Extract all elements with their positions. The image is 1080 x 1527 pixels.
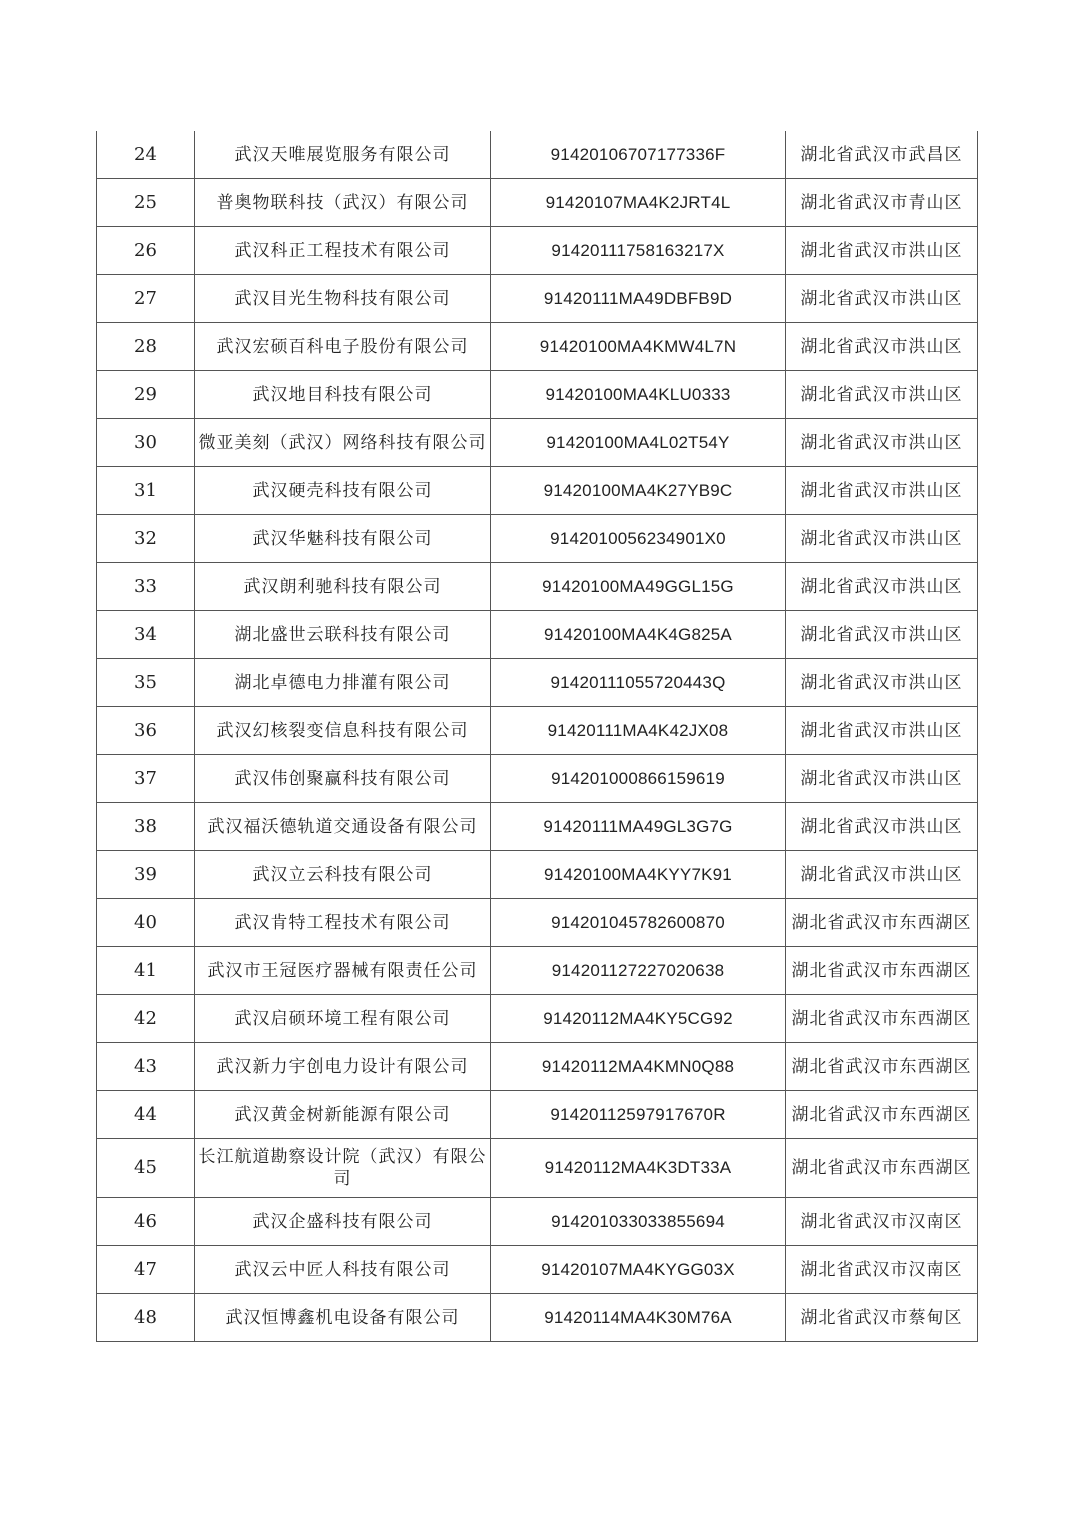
row-number-cell: 29 [97, 371, 195, 419]
region-cell: 湖北省武汉市洪山区 [786, 803, 978, 851]
region-cell: 湖北省武汉市洪山区 [786, 707, 978, 755]
credit-code-cell: 91420111MA49DBFB9D [491, 275, 786, 323]
row-number-cell: 36 [97, 707, 195, 755]
region-cell: 湖北省武汉市洪山区 [786, 227, 978, 275]
table-row [97, 899, 978, 947]
table-row [97, 227, 978, 275]
region-cell: 湖北省武汉市东西湖区 [786, 899, 978, 947]
credit-code-cell: 914201033033855694 [491, 1198, 786, 1246]
region-cell: 湖北省武汉市洪山区 [786, 419, 978, 467]
credit-code-cell: 91420114MA4K30M76A [491, 1294, 786, 1342]
company-name-cell: 湖北盛世云联科技有限公司 [195, 611, 491, 659]
row-number-cell: 39 [97, 851, 195, 899]
row-number-cell: 40 [97, 899, 195, 947]
credit-code-cell: 914201127227020638 [491, 947, 786, 995]
credit-code-cell: 91420112MA4K3DT33A [491, 1139, 786, 1198]
company-name-cell: 武汉宏硕百科电子股份有限公司 [195, 323, 491, 371]
table-row [97, 755, 978, 803]
company-name-cell: 武汉硬壳科技有限公司 [195, 467, 491, 515]
region-cell: 湖北省武汉市东西湖区 [786, 1043, 978, 1091]
row-number-cell: 34 [97, 611, 195, 659]
row-number-cell: 27 [97, 275, 195, 323]
company-name-cell: 武汉启硕环境工程有限公司 [195, 995, 491, 1043]
row-number-cell: 42 [97, 995, 195, 1043]
table-row [97, 659, 978, 707]
company-name-cell: 武汉朗利驰科技有限公司 [195, 563, 491, 611]
table-row [97, 1198, 978, 1246]
company-name-cell: 武汉肯特工程技术有限公司 [195, 899, 491, 947]
table-row [97, 995, 978, 1043]
company-list-body [97, 131, 978, 1342]
region-cell: 湖北省武汉市汉南区 [786, 1198, 978, 1246]
row-number-cell: 46 [97, 1198, 195, 1246]
table-row [97, 275, 978, 323]
company-name-cell: 武汉恒博鑫机电设备有限公司 [195, 1294, 491, 1342]
row-number-cell: 26 [97, 227, 195, 275]
row-number-cell: 43 [97, 1043, 195, 1091]
table-row [97, 1091, 978, 1139]
region-cell: 湖北省武汉市汉南区 [786, 1246, 978, 1294]
region-cell: 湖北省武汉市洪山区 [786, 611, 978, 659]
table-row [97, 419, 978, 467]
company-name-cell: 武汉目光生物科技有限公司 [195, 275, 491, 323]
credit-code-cell: 91420111MA49GL3G7G [491, 803, 786, 851]
credit-code-cell: 91420100MA4K27YB9C [491, 467, 786, 515]
credit-code-cell: 91420112MA4KMN0Q88 [491, 1043, 786, 1091]
row-number-cell: 31 [97, 467, 195, 515]
table-row [97, 947, 978, 995]
table-row [97, 851, 978, 899]
company-name-cell: 微亚美刻（武汉）网络科技有限公司 [195, 419, 491, 467]
row-number-cell: 37 [97, 755, 195, 803]
company-name-cell: 武汉地目科技有限公司 [195, 371, 491, 419]
table-row [97, 707, 978, 755]
row-number-cell: 41 [97, 947, 195, 995]
credit-code-cell: 91420100MA4L02T54Y [491, 419, 786, 467]
credit-code-cell: 91420111758163217X [491, 227, 786, 275]
region-cell: 湖北省武汉市东西湖区 [786, 1139, 978, 1198]
company-name-cell: 湖北卓德电力排灌有限公司 [195, 659, 491, 707]
company-name-cell: 武汉科正工程技术有限公司 [195, 227, 491, 275]
credit-code-cell: 91420100MA49GGL15G [491, 563, 786, 611]
company-name-cell: 武汉伟创聚赢科技有限公司 [195, 755, 491, 803]
table-row [97, 1294, 978, 1342]
row-number-cell: 38 [97, 803, 195, 851]
region-cell: 湖北省武汉市武昌区 [786, 131, 978, 179]
table-row [97, 371, 978, 419]
credit-code-cell: 91420107MA4KYGG03X [491, 1246, 786, 1294]
row-number-cell: 47 [97, 1246, 195, 1294]
company-name-cell: 武汉福沃德轨道交通设备有限公司 [195, 803, 491, 851]
credit-code-cell: 9142010056234901X0 [491, 515, 786, 563]
table-row [97, 563, 978, 611]
row-number-cell: 44 [97, 1091, 195, 1139]
row-number-cell: 28 [97, 323, 195, 371]
region-cell: 湖北省武汉市洪山区 [786, 371, 978, 419]
table-row [97, 611, 978, 659]
company-name-cell: 武汉企盛科技有限公司 [195, 1198, 491, 1246]
company-name-cell: 武汉天唯展览服务有限公司 [195, 131, 491, 179]
region-cell: 湖北省武汉市蔡甸区 [786, 1294, 978, 1342]
company-name-cell: 武汉云中匠人科技有限公司 [195, 1246, 491, 1294]
table-row [97, 1246, 978, 1294]
row-number-cell: 45 [97, 1139, 195, 1198]
credit-code-cell: 91420100MA4KYY7K91 [491, 851, 786, 899]
region-cell: 湖北省武汉市洪山区 [786, 275, 978, 323]
table-row [97, 515, 978, 563]
region-cell: 湖北省武汉市洪山区 [786, 323, 978, 371]
region-cell: 湖北省武汉市洪山区 [786, 563, 978, 611]
region-cell: 湖北省武汉市东西湖区 [786, 1091, 978, 1139]
credit-code-cell: 914201000866159619 [491, 755, 786, 803]
row-number-cell: 48 [97, 1294, 195, 1342]
table-row [97, 1139, 978, 1198]
row-number-cell: 33 [97, 563, 195, 611]
region-cell: 湖北省武汉市洪山区 [786, 515, 978, 563]
table-row [97, 131, 978, 179]
region-cell: 湖北省武汉市青山区 [786, 179, 978, 227]
company-name-cell: 普奥物联科技（武汉）有限公司 [195, 179, 491, 227]
company-name-cell: 武汉新力宇创电力设计有限公司 [195, 1043, 491, 1091]
credit-code-cell: 91420112MA4KY5CG92 [491, 995, 786, 1043]
table-row [97, 803, 978, 851]
region-cell: 湖北省武汉市东西湖区 [786, 995, 978, 1043]
row-number-cell: 24 [97, 131, 195, 179]
table-row [97, 467, 978, 515]
region-cell: 湖北省武汉市东西湖区 [786, 947, 978, 995]
region-cell: 湖北省武汉市洪山区 [786, 851, 978, 899]
table-row [97, 179, 978, 227]
credit-code-cell: 91420112597917670R [491, 1091, 786, 1139]
region-cell: 湖北省武汉市洪山区 [786, 659, 978, 707]
row-number-cell: 30 [97, 419, 195, 467]
credit-code-cell: 914201045782600870 [491, 899, 786, 947]
credit-code-cell: 91420100MA4K4G825A [491, 611, 786, 659]
company-name-cell: 长江航道勘察设计院（武汉）有限公司 [195, 1139, 491, 1198]
credit-code-cell: 91420107MA4K2JRT4L [491, 179, 786, 227]
company-name-cell: 武汉立云科技有限公司 [195, 851, 491, 899]
table-row [97, 1043, 978, 1091]
table-row [97, 323, 978, 371]
region-cell: 湖北省武汉市洪山区 [786, 467, 978, 515]
credit-code-cell: 91420100MA4KLU0333 [491, 371, 786, 419]
company-name-cell: 武汉黄金树新能源有限公司 [195, 1091, 491, 1139]
credit-code-cell: 91420106707177336F [491, 131, 786, 179]
credit-code-cell: 91420100MA4KMW4L7N [491, 323, 786, 371]
company-list-table [96, 131, 978, 1342]
row-number-cell: 35 [97, 659, 195, 707]
row-number-cell: 25 [97, 179, 195, 227]
credit-code-cell: 91420111MA4K42JX08 [491, 707, 786, 755]
row-number-cell: 32 [97, 515, 195, 563]
company-name-cell: 武汉华魅科技有限公司 [195, 515, 491, 563]
credit-code-cell: 91420111055720443Q [491, 659, 786, 707]
company-name-cell: 武汉幻核裂变信息科技有限公司 [195, 707, 491, 755]
company-name-cell: 武汉市王冠医疗器械有限责任公司 [195, 947, 491, 995]
region-cell: 湖北省武汉市洪山区 [786, 755, 978, 803]
